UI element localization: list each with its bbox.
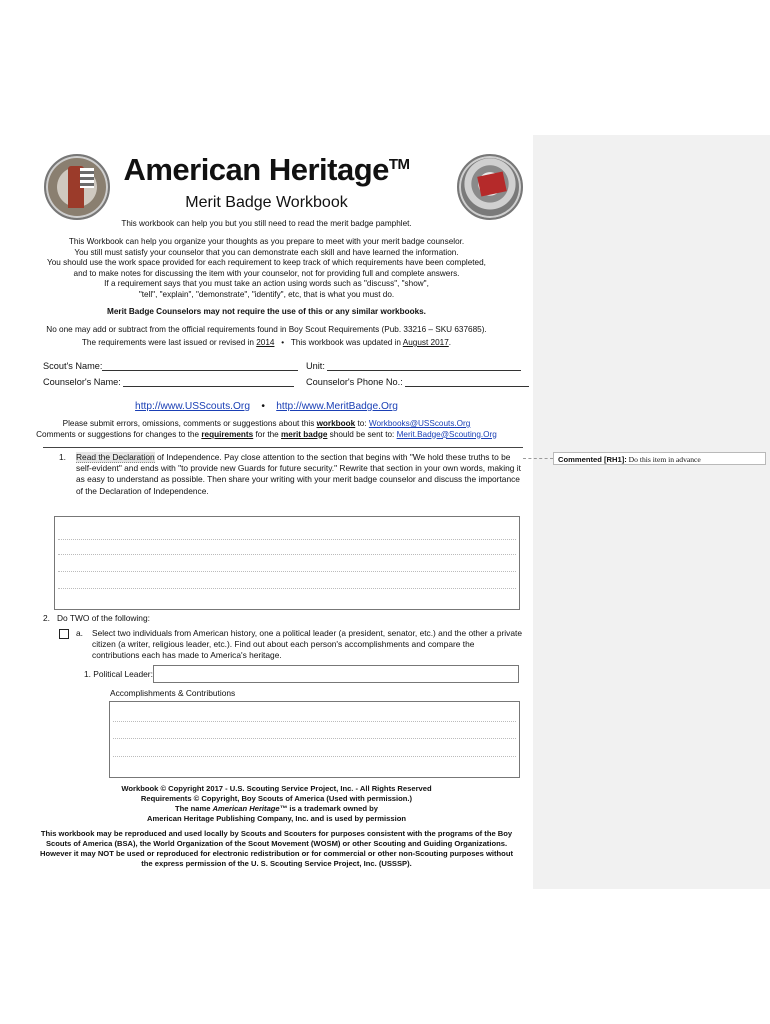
political-leader-label: 1. Political Leader: [84, 669, 153, 679]
trademark-symbol: TM [388, 156, 410, 173]
requirement-1: 1. Read the Declaration of Independence. Pay close attention to the section that begins with "We hold these truths to be self-evident" and ends with "to provide new Guards for future security." Rewrite that section in your own words, making it as easy to understand as possible. Then share your writing with your merit badge counselor and discuss the importance of the Declaration of Independence. [59, 452, 521, 496]
accomplishments-label: Accomplishments & Contributions [110, 688, 236, 698]
section-divider [43, 447, 523, 448]
requirement-1-answer-box[interactable] [54, 516, 520, 610]
page-title: American Heritage™ [123, 152, 410, 187]
submit-info: Please submit errors, omissions, comments or suggestions about this workbook to: Workbooks@USScouts.Org Comments or suggestions for changes to the requirements for the merit badge should be sent to: Merit.Badge@Scouting.Org [36, 419, 497, 439]
usscouts-link[interactable]: http://www.USScouts.Org [135, 401, 250, 412]
comment-margin-pane [533, 135, 770, 889]
requirement-2: 2. Do TWO of the following: [43, 613, 150, 623]
meritbadge-link[interactable]: http://www.MeritBadge.Org [276, 401, 398, 412]
requirement-2a: a. Select two individuals from American history, one a political leader (a president, senator, etc.) and the other a private citizen (a writer, religious leader, etc.). Find out about each person's accomplishments and compare the contributions each has made to America's heritage. [43, 628, 523, 662]
website-links: http://www.USScouts.Org • http://www.MeritBadge.Org [135, 401, 398, 412]
commented-text-highlight[interactable]: Read the Declaration [76, 452, 155, 462]
counselor-phone-field[interactable]: Counselor's Phone No.: [306, 377, 529, 387]
revision-info: The requirements were last issued or revised in 2014 • This workbook was updated in August 2017. [81, 338, 452, 347]
counselors-note: Merit Badge Counselors may not require the use of this or any similar workbooks. [107, 307, 426, 316]
official-requirements-note: No one may add or subtract from the official requirements found in Boy Scout Requirements (Pub. 33216 – SKU 637685). [46, 325, 487, 334]
political-leader-input[interactable] [153, 665, 519, 683]
accomplishments-answer-box[interactable] [109, 701, 520, 778]
copyright-footer: Workbook © Copyright 2017 - U.S. Scouting Service Project, Inc. - All Rights Reserved Requirements © Copyright, Boy Scouts of America (Used with permission.) The name American Heritage™ is a trademark owned by American Heritage Publishing Company, Inc. and is used by permission [121, 784, 432, 824]
legal-notice: This workbook may be reproduced and used locally by Scouts and Scouters for purposes consistent with the programs of the Boy Scouts of America (BSA), the World Organization of the Scout Movement (WOSM) or other Scouting and Guiding Organizations. However it may NOT be used or reproduced for electronic redistribution or for commercial or other non-Scouting purposes without the express permission of the U. S. Scouting Service Project, Inc. (USSSP). [40, 829, 513, 869]
page-subtitle: Merit Badge Workbook [185, 194, 348, 211]
workbooks-email-link[interactable]: Workbooks@USScouts.Org [368, 419, 471, 428]
intro-paragraph: This Workbook can help you organize your thoughts as you prepare to meet with your merit badge counselor. You still must satisfy your counselor that you can demonstrate each skill and have learned the information. You should use the work space provided for each requirement to keep track of which requirements have been completed, and to make notes for discussing the item with your counselor, not for providing full and complete answers. If a requirement says that you must take an action using words such as "discuss", "show", "tell", "explain", "demonstrate", "identify", etc, that is what you must do. [47, 237, 486, 299]
comment-connector [523, 458, 553, 459]
meritbadge-email-link[interactable]: Merit.Badge@Scouting.Org [396, 429, 497, 439]
scout-name-field[interactable]: Scout's Name: [43, 361, 298, 371]
comment-bubble[interactable]: Commented [RH1]: Do this item in advance [553, 452, 766, 465]
counselor-name-field[interactable]: Counselor's Name: [43, 377, 294, 387]
unit-field[interactable]: Unit: [306, 361, 521, 371]
requirement-2a-checkbox[interactable] [59, 629, 69, 639]
intro-pamphlet-note: This workbook can help you but you still need to read the merit badge pamphlet. [121, 219, 412, 228]
